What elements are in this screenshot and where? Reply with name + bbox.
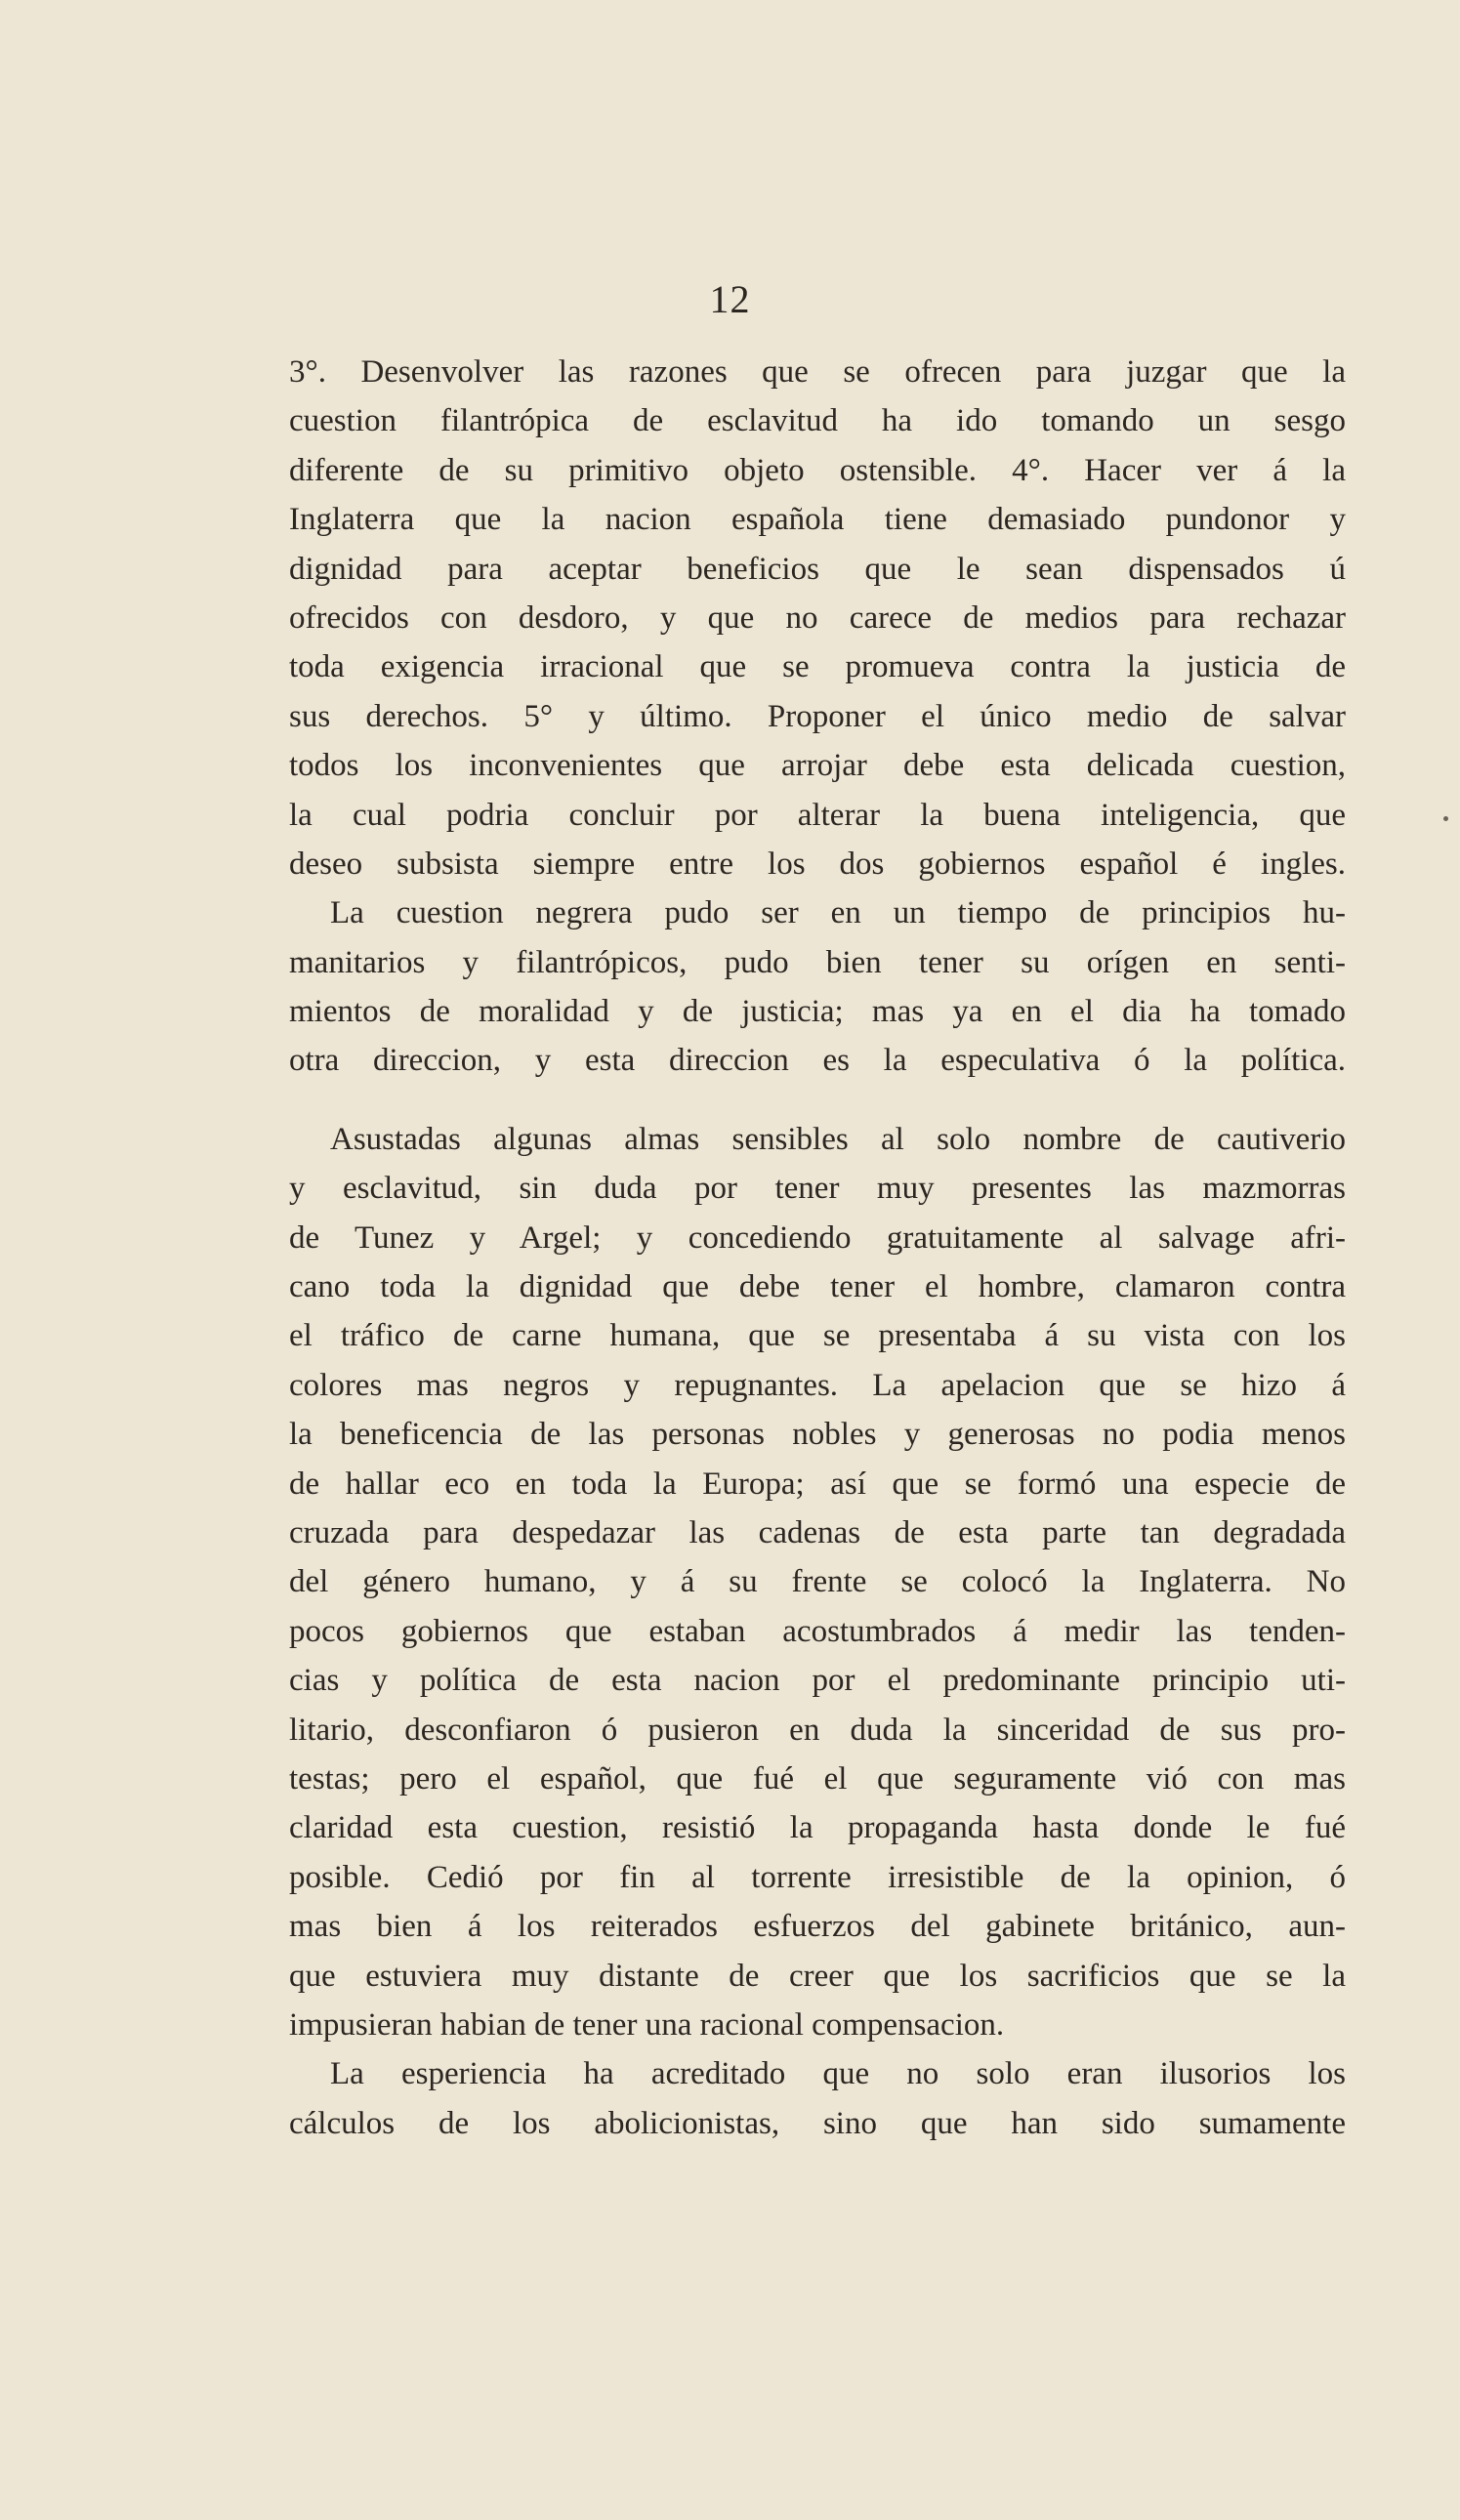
text-line: sus derechos. 5° y último. Proponer el único medio de salvar — [289, 698, 1346, 734]
text-line: de hallar eco en toda la Europa; así que se formó una especie de — [289, 1466, 1346, 1502]
paragraph-1 — [289, 348, 1346, 888]
text-line: de Tunez y Argel; y concediendo gratuitamente al salvage afri- — [289, 1219, 1346, 1256]
text-line: la cual podria concluir por alterar la buena inteligencia, que — [289, 797, 1346, 833]
paragraph-gap — [289, 1086, 1346, 1115]
text-line: diferente de su primitivo objeto ostensible. 4°. Hacer ver á la — [289, 452, 1346, 488]
text-line: ofrecidos con desdoro, y que no carece de medios para rechazar — [289, 599, 1346, 636]
text-line: cano toda la dignidad que debe tener el hombre, clamaron contra — [289, 1269, 1346, 1305]
text-line: y esclavitud, sin duda por tener muy presentes las mazmorras — [289, 1171, 1346, 1207]
text-line: dignidad para aceptar beneficios que le sean dispensados ú — [289, 551, 1346, 587]
text-line: mas bien á los reiterados esfuerzos del gabinete británico, aun- — [289, 1909, 1346, 1945]
text-line: La cuestion negrera pudo ser en un tiempo de principios hu- — [330, 895, 1346, 931]
text-line: cuestion filantrópica de esclavitud ha ido tomando un sesgo — [289, 403, 1346, 439]
text-line: la beneficencia de las personas nobles y generosas no podia menos — [289, 1417, 1346, 1453]
text-line: el tráfico de carne humana, que se presentaba á su vista con los — [289, 1318, 1346, 1354]
text-line: pocos gobiernos que estaban acostumbrados á medir las tenden- — [289, 1613, 1346, 1649]
page-number: 12 — [709, 277, 751, 321]
ink-speck — [1443, 816, 1448, 821]
text-line: posible. Cedió por fin al torrente irresistible de la opinion, ó — [289, 1859, 1346, 1895]
paragraph-4 — [289, 2049, 1346, 2148]
paragraph-3 — [289, 1115, 1346, 2049]
text-line: todos los inconvenientes que arrojar debe esta delicada cuestion, — [289, 748, 1346, 784]
text-line: litario, desconfiaron ó pusieron en duda la sinceridad de sus pro- — [289, 1712, 1346, 1748]
paragraph-2 — [289, 888, 1346, 1086]
text-line: 3°. Desenvolver las razones que se ofrecen para juzgar que la — [289, 354, 1346, 390]
text-line: manitarios y filantrópicos, pudo bien tener su orígen en senti- — [289, 944, 1346, 980]
text-line: deseo subsista siempre entre los dos gobiernos español é ingles. — [289, 846, 1346, 882]
text-line: mientos de moralidad y de justicia; mas ya en el dia ha tomado — [289, 994, 1346, 1030]
text-line: testas; pero el español, que fué el que seguramente vió con mas — [289, 1760, 1346, 1797]
text-line: otra direccion, y esta direccion es la especulativa ó la política. — [289, 1043, 1346, 1079]
text-line: del género humano, y á su frente se colocó la Inglaterra. No — [289, 1564, 1346, 1600]
text-line: La esperiencia ha acreditado que no solo eran ilusorios los — [330, 2056, 1346, 2092]
text-line: Inglaterra que la nacion española tiene demasiado pundonor y — [289, 502, 1346, 538]
text-line: claridad esta cuestion, resistió la propaganda hasta donde le fué — [289, 1810, 1346, 1846]
text-line: Asustadas algunas almas sensibles al solo nombre de cautiverio — [330, 1121, 1346, 1157]
text-line: que estuviera muy distante de creer que los sacrificios que se la — [289, 1958, 1346, 1994]
text-line: cias y política de esta nacion por el predominante principio uti- — [289, 1663, 1346, 1699]
text-line: cruzada para despedazar las cadenas de esta parte tan degradada — [289, 1514, 1346, 1550]
body-text — [289, 348, 1346, 2148]
text-line: impusieran habian de tener una racional compensacion. — [289, 2006, 1005, 2043]
text-line: toda exigencia irracional que se promueva contra la justicia de — [289, 649, 1346, 685]
text-line: colores mas negros y repugnantes. La apelacion que se hizo á — [289, 1367, 1346, 1403]
text-line: cálculos de los abolicionistas, sino que han sido sumamente — [289, 2105, 1346, 2141]
